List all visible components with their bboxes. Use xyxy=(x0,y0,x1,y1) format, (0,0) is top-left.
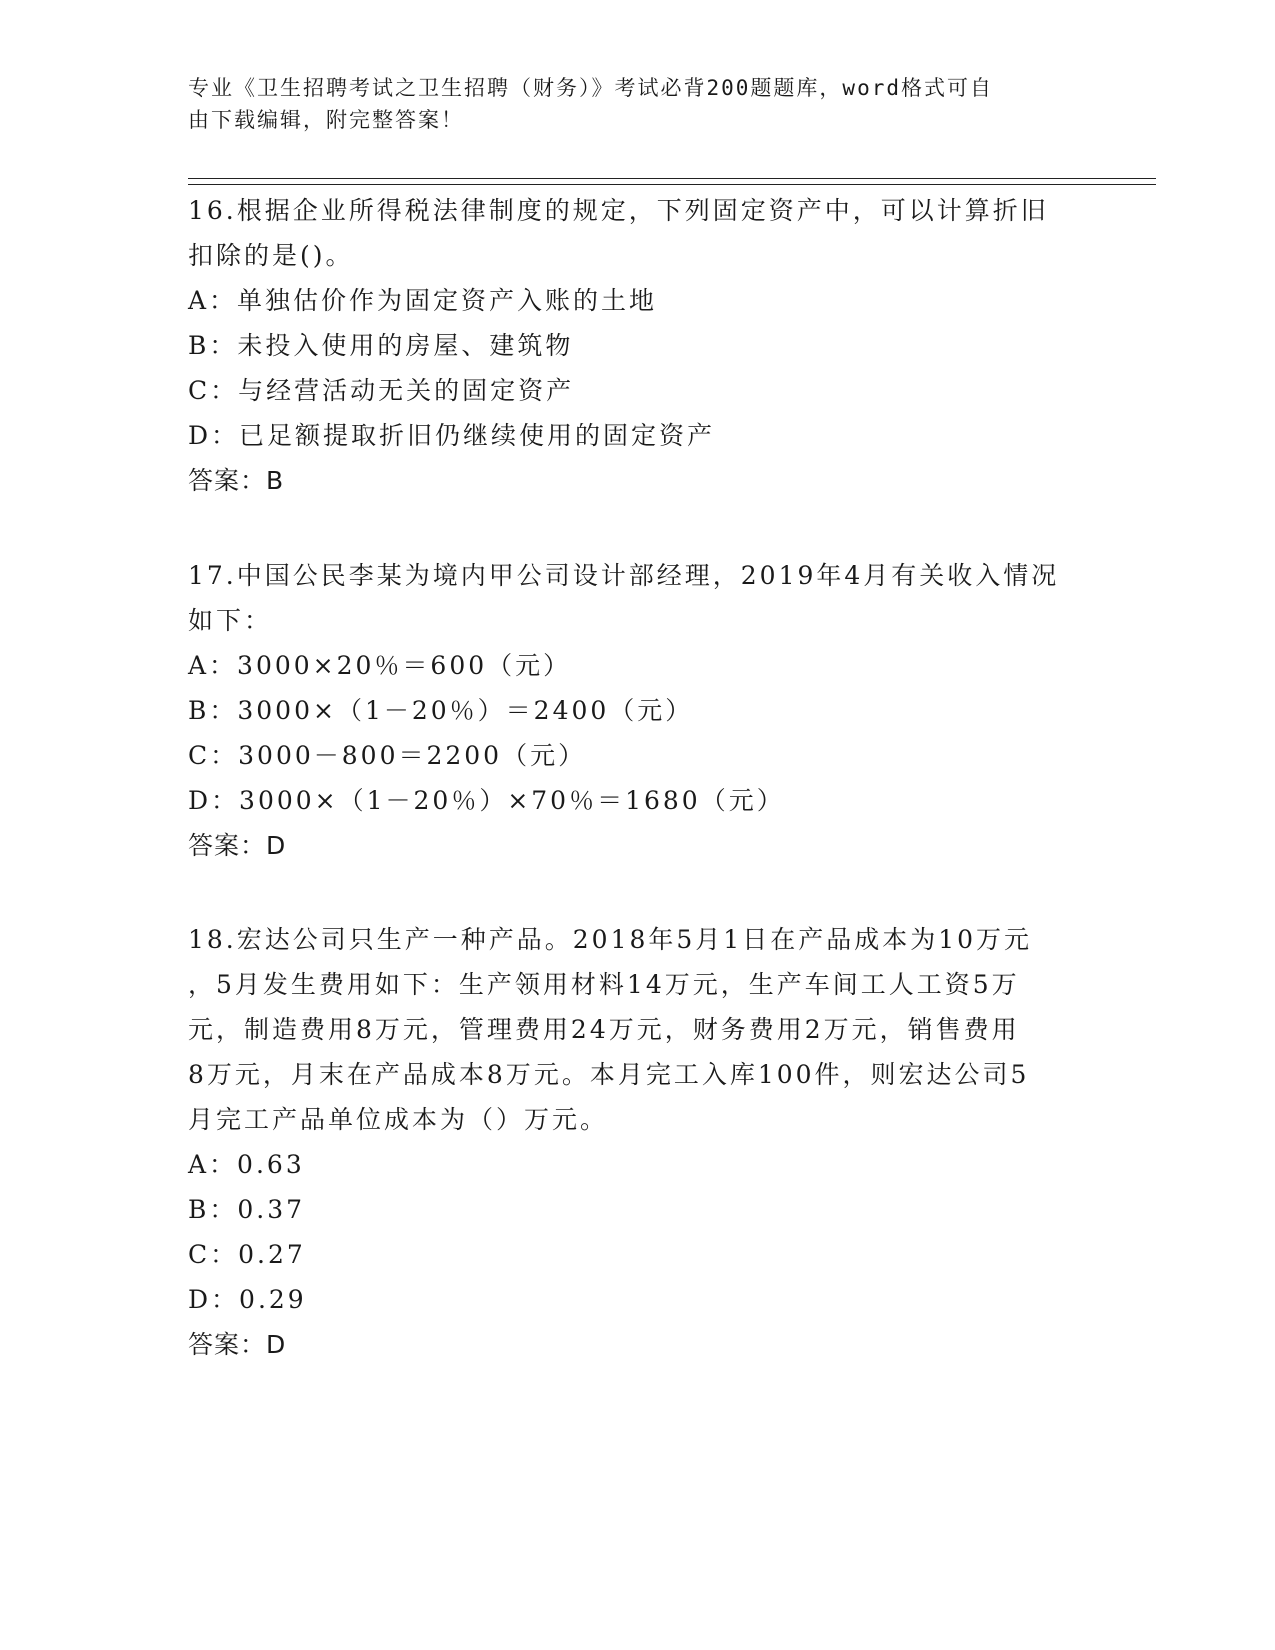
answer-line: 答案：D xyxy=(188,1330,287,1359)
stem-line: 17.中国公民李某为境内甲公司设计部经理，2019年4月有关收入情况 xyxy=(188,561,1060,590)
option-d: D：3000×（1－20％）×70％＝1680（元） xyxy=(188,786,785,815)
intro-line: 专业《卫生招聘考试之卫生招聘（财务）》考试必背200题题库，word格式可自 xyxy=(188,76,993,100)
stem-line: 16.根据企业所得税法律制度的规定，下列固定资产中，可以计算折旧 xyxy=(188,196,1049,225)
question-16 xyxy=(188,188,1088,503)
option-c: C：3000－800＝2200（元） xyxy=(188,741,587,770)
option-list xyxy=(188,278,1088,458)
intro-line: 由下载编辑，附完整答案！ xyxy=(188,108,464,132)
option-b: B：3000×（1－20％）＝2400（元） xyxy=(188,696,694,725)
stem-line: 如下： xyxy=(188,606,273,635)
option-list xyxy=(188,643,1088,823)
stem-line: 元，制造费用8万元，管理费用24万元，财务费用2万元，销售费用 xyxy=(188,1015,1020,1044)
question-18 xyxy=(188,917,1088,1367)
question-stem xyxy=(188,188,1088,278)
header-divider-top xyxy=(188,178,1156,179)
option-b: B：0.37 xyxy=(188,1195,306,1224)
question-stem xyxy=(188,917,1088,1142)
answer-line: 答案：D xyxy=(188,831,287,860)
stem-line: 8万元，月末在产品成本8万元。本月完工入库100件，则宏达公司5 xyxy=(188,1060,1030,1089)
stem-line: 扣除的是()。 xyxy=(188,241,354,270)
option-list xyxy=(188,1142,1088,1322)
option-c: C：与经营活动无关的固定资产 xyxy=(188,376,575,405)
stem-line: 月完工产品单位成本为（）万元。 xyxy=(188,1105,609,1134)
option-d: D：0.29 xyxy=(188,1285,307,1314)
stem-line: 18.宏达公司只生产一种产品。2018年5月1日在产品成本为10万元 xyxy=(188,925,1033,954)
document-intro xyxy=(188,72,1078,136)
question-stem xyxy=(188,553,1088,643)
option-d: D：已足额提取折旧仍继续使用的固定资产 xyxy=(188,421,716,450)
option-a: A：0.63 xyxy=(188,1150,305,1179)
option-b: B：未投入使用的房屋、建筑物 xyxy=(188,331,574,360)
option-a: A：单独估价作为固定资产入账的土地 xyxy=(188,286,658,315)
answer-line: 答案：B xyxy=(188,466,285,495)
question-17 xyxy=(188,553,1088,868)
header-divider-bottom xyxy=(188,184,1156,185)
stem-line: ，5月发生费用如下：生产领用材料14万元，生产车间工人工资5万 xyxy=(188,970,1020,999)
option-c: C：0.27 xyxy=(188,1240,306,1269)
option-a: A：3000×20％＝600（元） xyxy=(188,651,572,680)
